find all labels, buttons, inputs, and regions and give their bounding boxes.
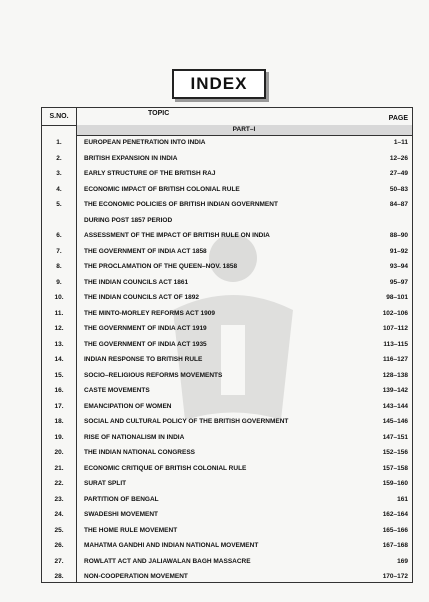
row-topic: THE GOVERNMENT OF INDIA ACT 1935 (84, 340, 207, 348)
row-topic: MAHATMA GANDHI AND INDIAN NATIONAL MOVEMENT (84, 542, 259, 549)
row-page: 116–127 (383, 356, 408, 363)
row-topic: THE MINTO-MORLEY REFORMS ACT 1909 (84, 309, 215, 317)
row-page: 170–172 (382, 573, 408, 580)
row-page: 161 (397, 495, 408, 503)
row-topic: INDIAN RESPONSE TO BRITISH RULE (84, 356, 203, 363)
row-page: 1–11 (393, 139, 408, 146)
row-topic: THE INDIAN COUNCILS ACT OF 1892 (84, 294, 199, 301)
row-number: 16. (54, 387, 64, 394)
row-number: 20. (54, 449, 64, 456)
row-topic: ASSESSMENT OF THE IMPACT OF BRITISH RULE ON INDIA (84, 232, 270, 239)
row-topic: EARLY STRUCTURE OF THE BRITISH RAJ (84, 170, 216, 177)
row-topic: SOCIAL AND CULTURAL POLICY OF THE BRITISH GOVERNMENT (84, 418, 289, 425)
row-topic: EMANCIPATION OF WOMEN (84, 402, 172, 410)
row-page: 147–151 (382, 433, 408, 441)
row-page: 139–142 (382, 387, 408, 394)
row-number: 14. (54, 356, 64, 363)
row-topic: BRITISH EXPANSION IN INDIA (84, 154, 178, 162)
row-number: 18. (54, 418, 64, 425)
row-number: 27. (54, 557, 64, 565)
row-number: 19. (54, 433, 64, 441)
row-topic: ECONOMIC CRITIQUE OF BRITISH COLONIAL RULE (84, 464, 247, 472)
row-page: 145–146 (382, 418, 408, 425)
row-page: 165–166 (382, 526, 408, 534)
row-page: 95–97 (389, 278, 408, 286)
row-topic: ROWLATT ACT AND JALIAWALAN BAGH MASSACRE (84, 557, 251, 565)
row-page: 50–83 (389, 185, 408, 193)
row-page: 162–164 (382, 511, 408, 518)
row-number: 1. (56, 139, 62, 146)
row-topic: EUROPEAN PENETRATION INTO INDIA (84, 139, 206, 146)
row-number: 10. (54, 294, 64, 301)
row-number: 23. (54, 495, 64, 503)
header-topic: TOPIC (148, 110, 170, 117)
row-topic: THE PROCLAMATION OF THE QUEEN–NOV. 1858 (84, 263, 238, 270)
row-page: 98–101 (386, 294, 408, 301)
row-topic: THE HOME RULE MOVEMENT (84, 526, 178, 534)
row-number: 15. (54, 371, 64, 379)
row-number: 8. (56, 263, 62, 270)
row-page: 102–106 (382, 309, 408, 317)
row-topic: ECONOMIC IMPACT OF BRITISH COLONIAL RULE (84, 185, 240, 193)
row-number: 12. (54, 325, 64, 332)
index-table (41, 107, 413, 583)
row-topic-continued: DURING POST 1857 PERIOD (84, 217, 173, 224)
row-page: 12–26 (389, 154, 408, 162)
row-number: 2. (56, 154, 62, 162)
row-topic: THE INDIAN NATIONAL CONGRESS (84, 449, 195, 456)
row-topic: PARTITION OF BENGAL (84, 495, 159, 503)
part-heading: PART–I (76, 125, 412, 136)
row-page: 167–168 (382, 542, 408, 549)
row-page: 152–156 (382, 449, 408, 456)
row-page: 157–158 (382, 464, 408, 472)
column-divider (76, 125, 77, 582)
index-title: INDEX (172, 69, 266, 99)
row-number: 4. (56, 185, 62, 193)
row-topic: NON-COOPERATION MOVEMENT (84, 573, 188, 580)
row-topic: SURAT SPLIT (84, 480, 127, 487)
row-number: 17. (54, 402, 64, 410)
row-topic: THE ECONOMIC POLICIES OF BRITISH INDIAN GOVERNMENT (84, 201, 278, 208)
row-page: 113–115 (383, 340, 408, 348)
row-topic: SWADESHI MOVEMENT (84, 511, 159, 518)
row-number: 26. (54, 542, 64, 549)
table-header (42, 108, 412, 126)
row-page: 88–90 (389, 232, 408, 239)
row-number: 13. (54, 340, 64, 348)
row-number: 28. (54, 573, 64, 580)
row-number: 11. (54, 309, 64, 317)
row-page: 169 (397, 557, 408, 565)
row-topic: RISE OF NATIONALISM IN INDIA (84, 433, 185, 441)
row-page: 91–92 (389, 247, 408, 255)
row-number: 7. (56, 247, 62, 255)
row-number: 3. (56, 170, 62, 177)
row-page: 93–94 (389, 263, 408, 270)
header-page: PAGE (388, 115, 408, 122)
row-page: 84–87 (389, 201, 408, 208)
row-number: 22. (54, 480, 64, 487)
row-number: 5. (56, 201, 62, 208)
row-number: 21. (54, 464, 64, 472)
row-number: 9. (56, 278, 62, 286)
row-topic: THE INDIAN COUNCILS ACT 1861 (84, 278, 189, 286)
row-page: 159–160 (382, 480, 408, 487)
row-topic: THE GOVERNMENT OF INDIA ACT 1919 (84, 325, 207, 332)
row-number: 25. (54, 526, 64, 534)
row-topic: CASTE MOVEMENTS (84, 387, 150, 394)
row-topic: SOCIO–RELIGIOUS REFORMS MOVEMENTS (84, 371, 223, 379)
row-page: 143–144 (382, 402, 408, 410)
row-number: 6. (56, 232, 62, 239)
row-page: 128–138 (382, 371, 408, 379)
row-topic: THE GOVERNMENT OF INDIA ACT 1858 (84, 247, 207, 255)
row-page: 107–112 (383, 325, 408, 332)
row-page: 27–49 (389, 170, 408, 177)
header-sno: S.NO. (42, 108, 77, 125)
row-number: 24. (54, 511, 64, 518)
